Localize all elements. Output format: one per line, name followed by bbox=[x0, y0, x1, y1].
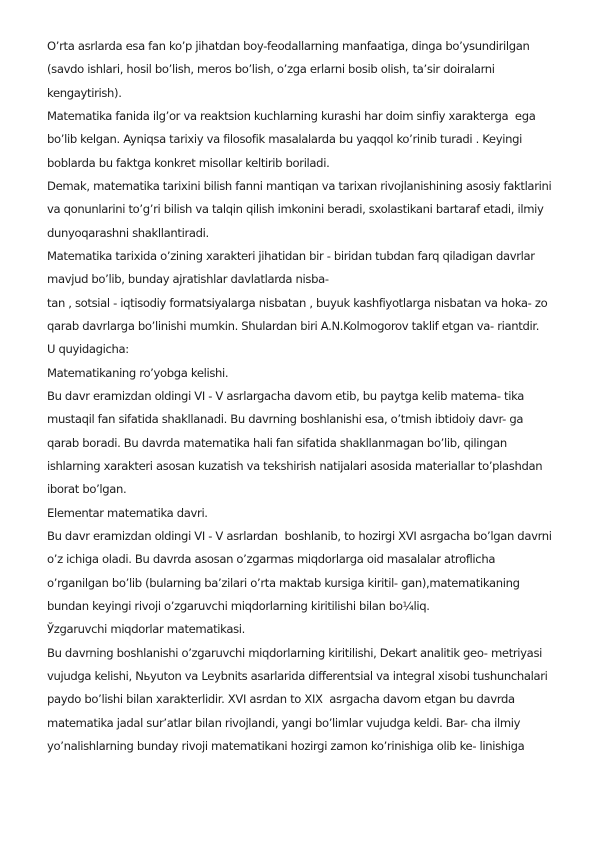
text-line: mavjud bo’lib, bunday ajratishlar davlatlarda nisba- bbox=[47, 272, 329, 287]
text-line: qarab boradi. Bu davrda matematika hali fan sifatida shakllanmagan bo’lib, qilingan bbox=[47, 435, 507, 450]
text-line: O’rta asrlarda esa fan ko’p jihatdan boy-feodallarning manfaatiga, dinga bo’ysundirilgan bbox=[47, 39, 530, 53]
text-line: vujudga kelishi, Nьyuton va Leybnits asarlarida differentsial va integral xisobi tushunchalari bbox=[47, 668, 548, 683]
text-line: (savdo ishlari, hosil bo’lish, meros bo’lish, o’zga erlarni bosib olish, ta’sir doiralarni bbox=[47, 62, 495, 77]
text-line: matematika jadal sur’atlar bilan rivojlandi, yangi bo’limlar vujudga keldi. Bar- cha ilmiy bbox=[47, 715, 521, 730]
text-line: qarab davrlarga bo’linishi mumkin. Shulardan biri A.N.Kolmogorov taklif etgan va- riantdir. bbox=[47, 318, 540, 333]
text-line: Ўzgaruvchi miqdorlar matematikasi. bbox=[47, 622, 245, 637]
text-line: boblarda bu faktga konkret misollar keltirib boriladi. bbox=[47, 155, 330, 170]
text-line: Elementar matematika davri. bbox=[47, 505, 208, 520]
text-line: Matematika fanida ilg’or va reaktsion kuchlarning kurashi har doim sinfiy xarakterga ega bbox=[47, 108, 536, 123]
text-line: o’rganilgan bo’lib (bularning ba’zilari o’rta maktab kursiga kiritil- gan),matematikaning bbox=[47, 575, 520, 590]
text-line: Matematikaning ro’yobga kelishi. bbox=[47, 365, 229, 380]
document-body bbox=[47, 35, 595, 758]
text-line: tan , sotsial - iqtisodiy formatsiyalarga nisbatan , buyuk kashfiyotlarga nisbatan va hoka- zo bbox=[47, 295, 548, 310]
text-line: Bu davr eramizdan oldingi VI - V asrlardan boshlanib, to hozirgi XVI asrgacha bo’lgan davrni bbox=[47, 528, 552, 543]
text-line: Bu davr eramizdan oldingi VI - V asrlargacha davom etib, bu paytga kelib matema- tika bbox=[47, 388, 525, 403]
text-line: Matematika tarixida o’zining xarakteri jihatidan bir - biridan tubdan farq qiladigan davrlar bbox=[47, 248, 535, 263]
text-line: kengaytirish). bbox=[47, 85, 122, 100]
text-line: bo’lib kelgan. Ayniqsa tarixiy va filosofik masalalarda bu yaqqol ko’rinib turadi . Keyingi bbox=[47, 132, 522, 147]
text-line: mustaqil fan sifatida shakllanadi. Bu davrning boshlanishi esa, o’tmish ibtidoiy davr- ga bbox=[47, 412, 524, 427]
text-line: U quyidagicha: bbox=[47, 342, 129, 357]
text-line: bundan keyingi rivoji o’zgaruvchi miqdorlarning kiritilishi bilan bo¼liq. bbox=[47, 598, 430, 613]
text-line: Demak, matematika tarixini bilish fanni mantiqan va tarixan rivojlanishining asosiy faktlarini bbox=[47, 178, 552, 193]
text-line: va qonunlarini to’g’ri bilish va talqin qilish imkonini beradi, sxolastikani bartaraf etadi, ilmiy bbox=[47, 202, 544, 217]
text-line: yo’nalishlarning bunday rivoji matematikani hozirgi zamon ko’rinishiga olib ke- linishiga bbox=[47, 738, 525, 753]
text-line: dunyoqarashni shakllantiradi. bbox=[47, 225, 209, 240]
text-line: iborat bo’lgan. bbox=[47, 482, 127, 497]
text-line: paydo bo’lishi bilan xarakterlidir. XVI asrdan to XIX asrgacha davom etgan bu davrda bbox=[47, 692, 515, 707]
text-line: ishlarning xarakteri asosan kuzatish va tekshirish natijalari asosida materiallar to’plashdan bbox=[47, 458, 543, 473]
text-line: Bu davrning boshlanishi o’zgaruvchi miqdorlarning kiritilishi, Dekart analitik geo- metriyasi bbox=[47, 645, 543, 660]
text-line: o’z ichiga oladi. Bu davrda asosan o’zgarmas miqdorlarga oid masalalar atroflicha bbox=[47, 552, 496, 567]
